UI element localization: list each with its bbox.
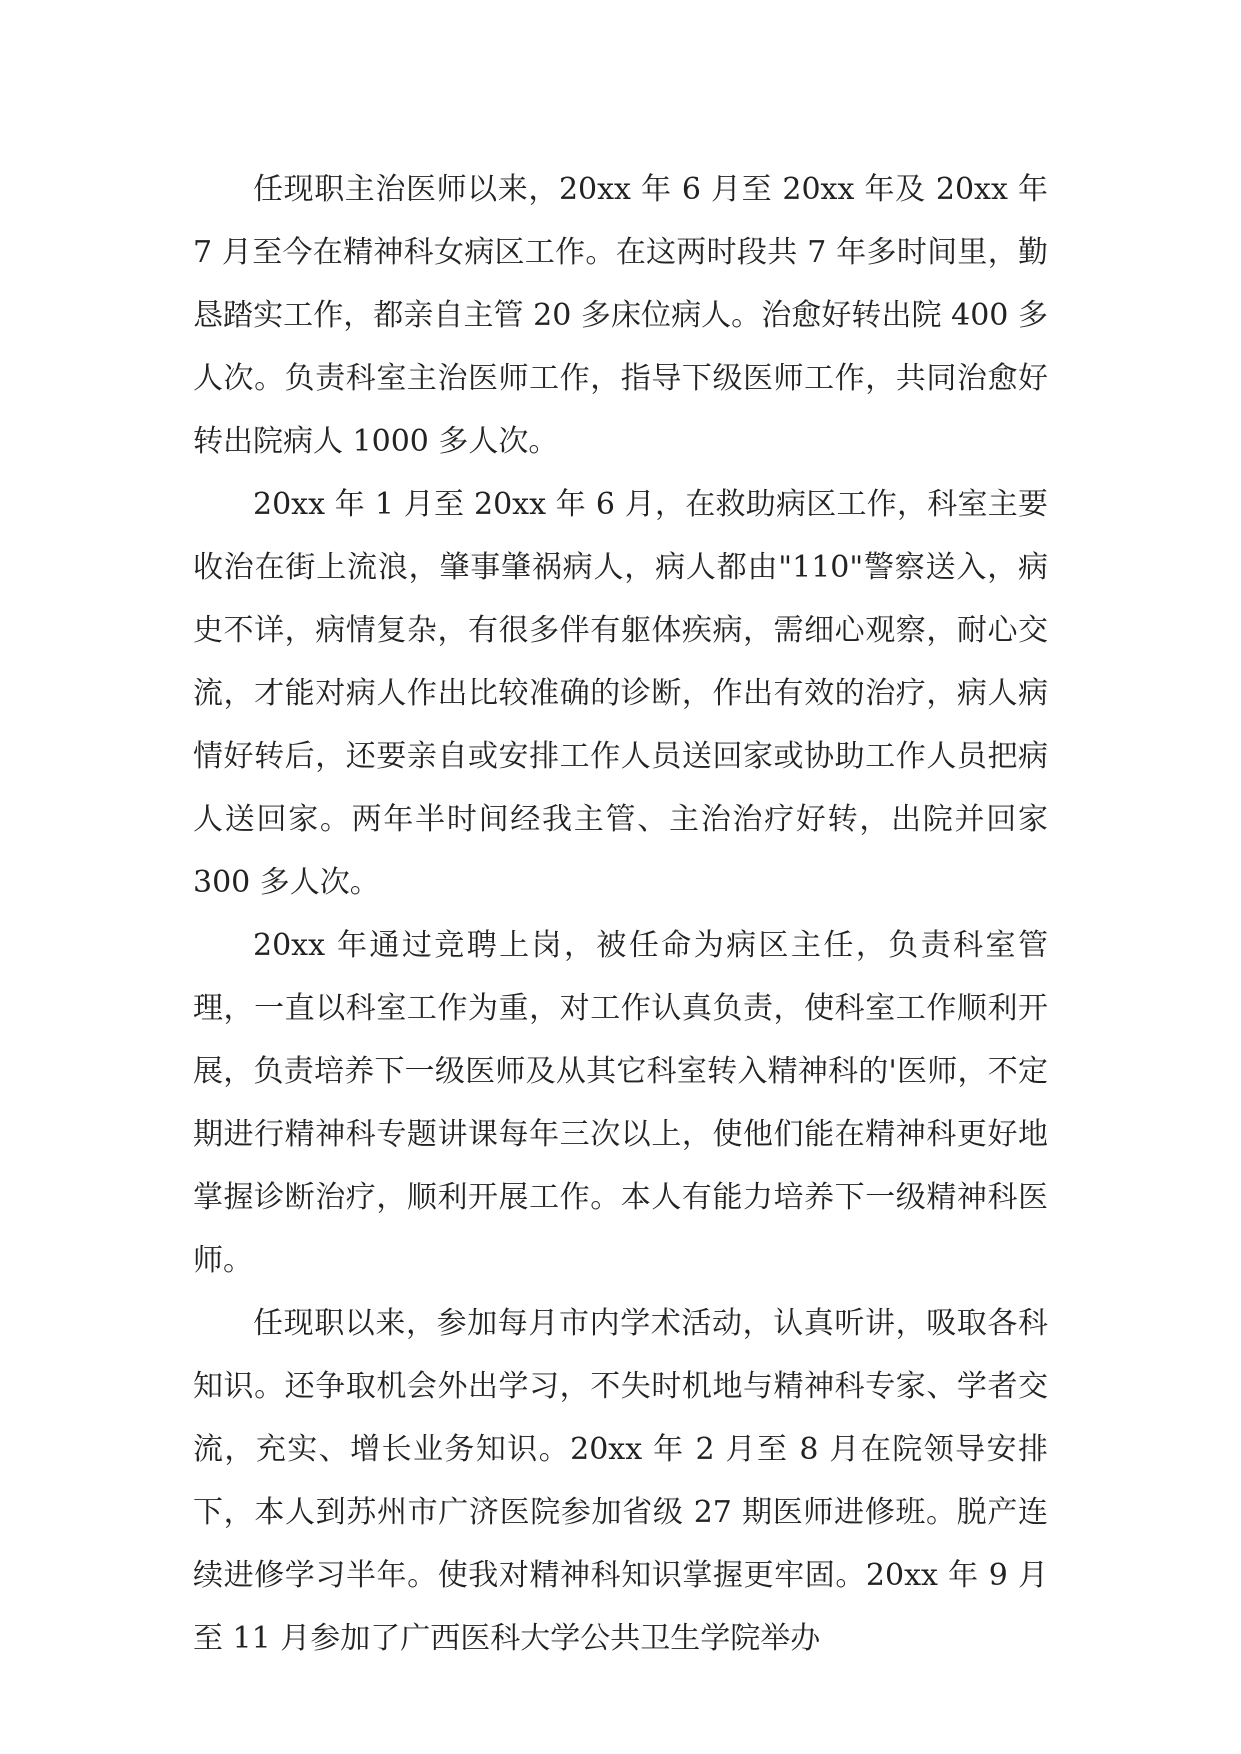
paragraph-4: 任现职以来，参加每月市内学术活动，认真听讲，吸取各科知识。还争取机会外出学习，不失时机地与精神科专家、学者交流，充实、增长业务知识。20xx 年 2 月至 8 月在院领导安排下，本人到苏州市广济医院参加省级 27 期医师进修班。脱产连续进修学习半年。使我对精神科知识掌握更牢固。20xx 年 9 月至 11 月参加了广西医科大学公共卫生学院举办 [193,1306,1048,1656]
paragraph-1: 任现职主治医师以来，20xx 年 6 月至 20xx 年及 20xx 年 7 月至今在精神科女病区工作。在这两时段共 7 年多时间里，勤恳踏实工作，都亲自主管 20 多床位病人。治愈好转出院 400 多人次。负责科室主治医师工作，指导下级医师工作，共同治愈好转出院病人 1000 多人次。 [193,172,1048,459]
paragraph-3: 20xx 年通过竞聘上岗，被任命为病区主任，负责科室管理，一直以科室工作为重，对工作认真负责，使科室工作顺利开展，负责培养下一级医师及从其它科室转入精神科的'医师，不定期进行精神科专题讲课每年三次以上，使他们能在精神科更好地掌握诊断治疗，顺利开展工作。本人有能力培养下一级精神科医师。 [193,928,1048,1278]
document-body [193,158,1048,1670]
paragraph-2: 20xx 年 1 月至 20xx 年 6 月，在救助病区工作，科室主要收治在街上流浪，肇事肇祸病人，病人都由"110"警察送入，病史不详，病情复杂，有很多伴有躯体疾病，需细心观察，耐心交流，才能对病人作出比较准确的诊断，作出有效的治疗，病人病情好转后，还要亲自或安排工作人员送回家或协助工作人员把病人送回家。两年半时间经我主管、主治治疗好转，出院并回家 300 多人次。 [193,487,1048,900]
